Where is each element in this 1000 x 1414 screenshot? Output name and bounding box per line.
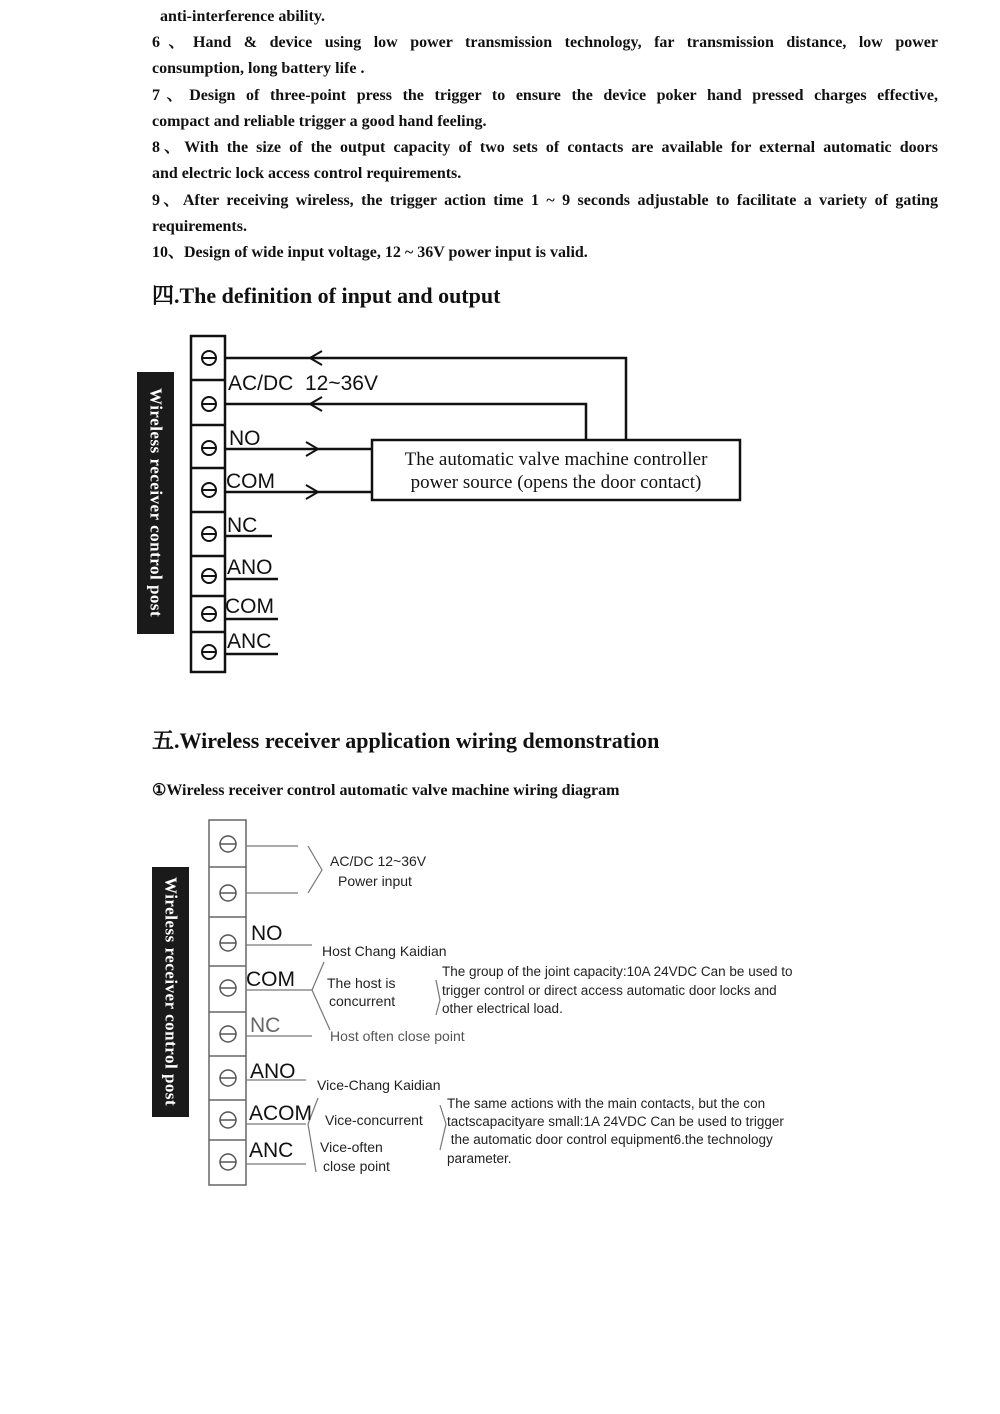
terminal-label-ano: ANO	[227, 556, 273, 579]
section-5-subheading: ①Wireless receiver control automatic valve machine wiring diagram	[152, 782, 620, 799]
text-line: 9、After receiving wireless, the trigger action time 1 ~ 9 seconds adjustable to facilitate a variety of gating	[152, 192, 938, 209]
terminal-label-nc: NC	[227, 514, 258, 537]
power-input-label-1: AC/DC 12~36V	[330, 853, 427, 869]
controller-box-line-2: power source (opens the door contact)	[410, 472, 702, 493]
text-line: requirements.	[152, 218, 247, 235]
terminal-label-ano-2: ANO	[250, 1060, 296, 1083]
screw-icons-1	[202, 351, 216, 659]
terminal-label-no-2: NO	[251, 922, 283, 945]
host-label-2: The host is	[327, 975, 396, 991]
section-4-heading: 四.The definition of input and output	[152, 283, 501, 308]
terminal-label-no: NO	[229, 427, 261, 450]
host-label-1: Host Chang Kaidian	[322, 943, 447, 959]
vice-label-1: Vice-Chang Kaidian	[317, 1077, 441, 1093]
side-label-2: Wireless receiver control post	[152, 867, 189, 1117]
terminal-block-2	[209, 820, 246, 1185]
controller-box-line-1: The automatic valve machine controller	[404, 449, 708, 470]
host-note-line-2: trigger control or direct access automatic door locks and	[442, 983, 777, 998]
vice-note-line-2: tactscapacityare small:1A 24VDC Can be used to trigger	[447, 1114, 784, 1129]
wires-1	[225, 358, 626, 654]
terminal-label-nc-2: NC	[250, 1014, 281, 1037]
text-line: compact and reliable trigger a good hand feeling.	[152, 113, 487, 130]
text-line: 6、Hand & device using low power transmission technology, far transmission distance, low power	[152, 34, 938, 51]
section-5-heading: 五.Wireless receiver application wiring demonstration	[152, 728, 660, 753]
vice-note-line-1: The same actions with the main contacts, but the con	[447, 1096, 766, 1111]
vice-note-line-4: parameter.	[447, 1151, 512, 1166]
terminal-label-acdc: AC/DC 12~36V	[228, 372, 378, 395]
text-line: consumption, long battery life .	[152, 60, 365, 77]
terminal-label-com-2: COM	[246, 968, 295, 991]
text-line: and electric lock access control requirements.	[152, 165, 462, 182]
host-note-line-3: other electrical load.	[442, 1001, 563, 1016]
host-label-3: concurrent	[329, 993, 396, 1009]
text-line: 10、Design of wide input voltage, 12 ~ 36V power input is valid.	[152, 244, 588, 261]
vice-label-3: Vice-often	[320, 1139, 383, 1155]
text-line: 7、Design of three-point press the trigger to ensure the device poker hand pressed charges effective,	[152, 87, 938, 104]
terminal-label-anc: ANC	[227, 630, 272, 653]
screw-icons-2	[220, 836, 236, 1170]
text-line: anti-interference ability.	[160, 8, 325, 25]
power-input-label-2: Power input	[338, 873, 412, 889]
vice-label-2: Vice-concurrent	[325, 1112, 423, 1128]
host-label-4: Host often close point	[330, 1028, 465, 1044]
terminal-label-anc-2: ANC	[249, 1139, 294, 1162]
text-line: 8、With the size of the output capacity of two sets of contacts are available for external automatic doors	[152, 139, 938, 156]
vice-note-line-3: the automatic door control equipment6.the technology	[447, 1132, 773, 1147]
terminal-label-acom: COM	[225, 595, 274, 618]
host-note-line-1: The group of the joint capacity:10A 24VDC Can be used to	[442, 964, 793, 979]
terminal-label-acom-2: ACOM	[249, 1102, 312, 1125]
side-label-1: Wireless receiver control post	[137, 372, 174, 634]
vice-label-4: close point	[323, 1158, 390, 1174]
terminal-label-com: COM	[226, 470, 275, 493]
